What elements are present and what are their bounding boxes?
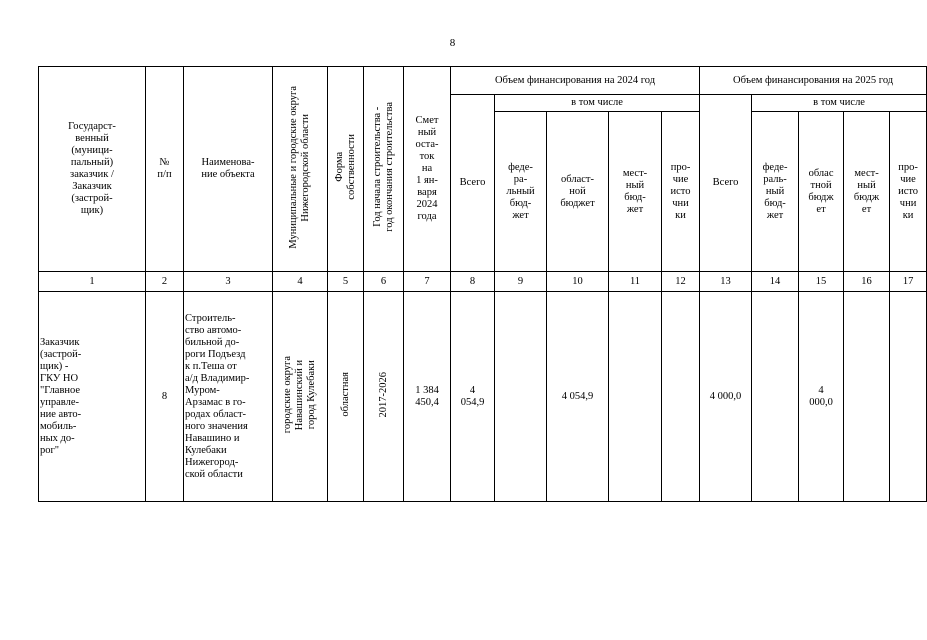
column-number: 11 <box>609 272 662 292</box>
header-object-name: Наименова- ние объекта <box>184 67 273 272</box>
row-years: 2017-2026 <box>377 371 389 418</box>
header-customer: Государст- венный (муници- пальный) заказчик / Заказчик (застрой- щик) <box>39 67 146 272</box>
header-fin-2024: Объем финансирования на 2024 год <box>451 67 700 95</box>
header-years: Год начала строительства - год окончания строительства <box>371 102 395 232</box>
header-other-2025: про- чие исто чни ки <box>890 112 927 272</box>
column-number-row <box>39 272 927 292</box>
header-row-1 <box>39 67 927 95</box>
header-years-cell <box>364 67 404 272</box>
column-number: 17 <box>890 272 927 292</box>
row-local-2025 <box>844 292 890 502</box>
header-district-cell <box>273 67 328 272</box>
column-number: 6 <box>364 272 404 292</box>
row-years-cell <box>364 292 404 502</box>
row-ownership: областная <box>339 372 351 417</box>
row-district: городские округа Навашинский и город Кулебаки <box>282 355 317 434</box>
header-local-2025: мест- ный бюдж ет <box>844 112 890 272</box>
table-row <box>39 292 927 502</box>
column-number: 2 <box>146 272 184 292</box>
row-ownership-cell <box>328 292 364 502</box>
column-number: 7 <box>404 272 451 292</box>
page-number: 8 <box>449 37 456 49</box>
column-number: 15 <box>799 272 844 292</box>
column-number: 12 <box>662 272 700 292</box>
column-number: 16 <box>844 272 890 292</box>
row-local-2024 <box>609 292 662 502</box>
row-total-2025: 4 000,0 <box>700 292 752 502</box>
header-ownership-cell <box>328 67 364 272</box>
header-including-2025: в том числе <box>752 95 927 112</box>
column-number: 14 <box>752 272 799 292</box>
header-total-2024: Всего <box>451 95 495 272</box>
column-number: 4 <box>273 272 328 292</box>
row-regional-2025: 4 000,0 <box>799 292 844 502</box>
header-number: № п/п <box>146 67 184 272</box>
column-number: 13 <box>700 272 752 292</box>
row-number: 8 <box>146 292 184 502</box>
header-local-2024: мест- ный бюд- жет <box>609 112 662 272</box>
row-object-name: Строитель- ство автомо- бильной до- роги Подъезд к п.Теша от а/д Владимир- Муром- Арзамас в го- родах област- ного значения Навашино и Кулебаки Нижегород- ской области <box>184 292 273 502</box>
row-other-2024 <box>662 292 700 502</box>
column-number: 8 <box>451 272 495 292</box>
header-remainder: Смет ный оста- ток на 1 ян- варя 2024 года <box>404 67 451 272</box>
header-regional-2025: облас тной бюдж ет <box>799 112 844 272</box>
column-number: 1 <box>39 272 146 292</box>
row-federal-2024 <box>495 292 547 502</box>
column-number: 10 <box>547 272 609 292</box>
row-regional-2024: 4 054,9 <box>547 292 609 502</box>
column-number: 3 <box>184 272 273 292</box>
row-remainder: 1 384 450,4 <box>404 292 451 502</box>
header-including-2024: в том числе <box>495 95 700 112</box>
row-customer: Заказчик (застрой- щик) - ГКУ НО "Главное управле- ние авто- мобиль- ных до- рог" <box>39 292 146 502</box>
header-ownership: Форма собственности <box>333 134 357 200</box>
row-other-2025 <box>890 292 927 502</box>
header-district: Муниципальные и городские округа Нижегородской области <box>288 85 311 249</box>
header-federal-2024: феде- ра- льный бюд- жет <box>495 112 547 272</box>
header-federal-2025: феде- раль- ный бюд- жет <box>752 112 799 272</box>
header-fin-2025: Объем финансирования на 2025 год <box>700 67 927 95</box>
financing-table <box>38 66 927 502</box>
header-total-2025: Всего <box>700 95 752 272</box>
header-other-2024: про- чие исто чни ки <box>662 112 700 272</box>
row-district-cell <box>273 292 328 502</box>
column-number: 5 <box>328 272 364 292</box>
row-total-2024: 4 054,9 <box>451 292 495 502</box>
column-number: 9 <box>495 272 547 292</box>
header-regional-2024: област- ной бюджет <box>547 112 609 272</box>
row-federal-2025 <box>752 292 799 502</box>
